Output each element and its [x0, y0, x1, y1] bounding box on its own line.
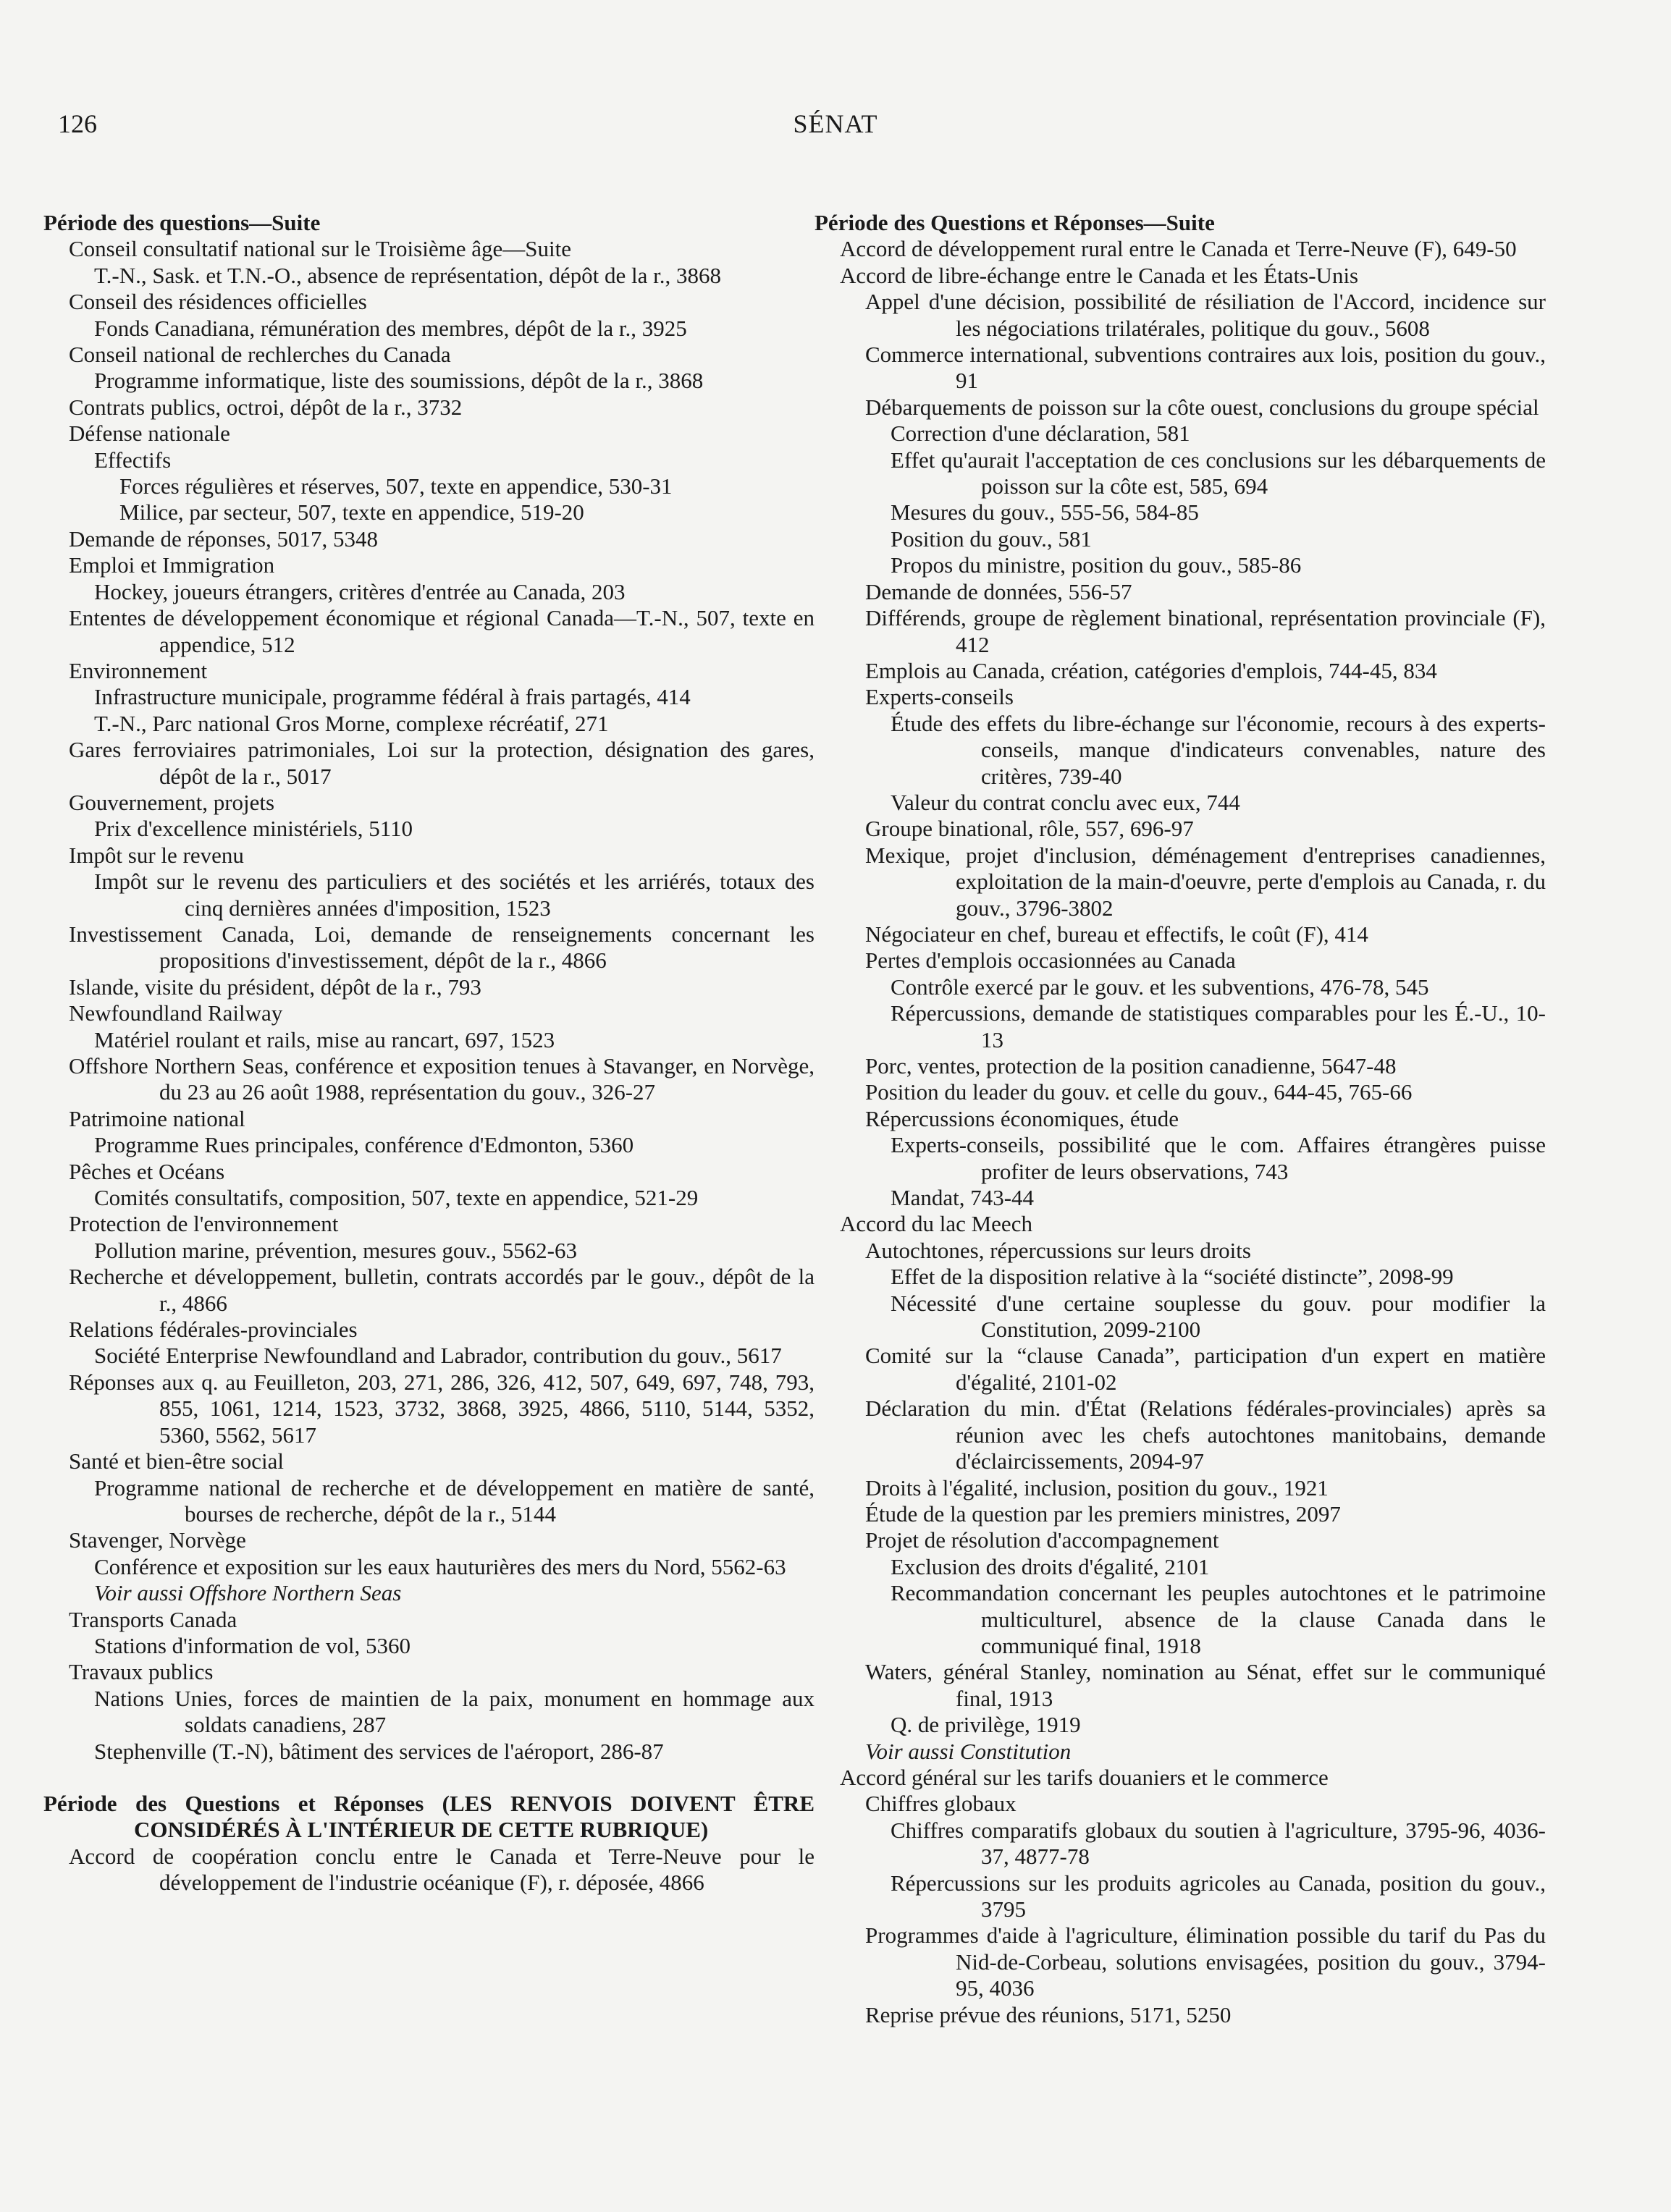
- index-entry: Répercussions économiques, étude: [865, 1105, 1179, 1131]
- index-entry: Réponses aux q. au Feuilleton, 203, 271, 286, 326, 412, 507, 649, 697, 748, 793, 855, 1061, 1214, 1523, 3732, 3868, 3925, 4866, 5110, 5144, 5352, 5360, 5562, 5617: [69, 1369, 815, 1448]
- index-entry: Patrimoine national: [69, 1105, 245, 1131]
- index-entry: Impôt sur le revenu des particuliers et des sociétés et les arriérés, totaux des cinq dernières années d'imposition, 1523: [94, 869, 815, 921]
- index-column-right: [815, 210, 1546, 2028]
- index-entry: Mandat, 743-44: [891, 1185, 1035, 1211]
- index-entry: Période des questions—Suite: [43, 210, 321, 235]
- index-entry: Reprise prévue des réunions, 5171, 5250: [865, 2001, 1232, 2027]
- index-entry: Propos du ministre, position du gouv., 585-86: [891, 552, 1302, 578]
- index-entry: Demande de réponses, 5017, 5348: [69, 525, 379, 552]
- index-entry: Transports Canada: [69, 1606, 237, 1632]
- index-entry: Étude des effets du libre-échange sur l'économie, recours à des experts-conseils, manque d'indicateurs convenables, nature des critères, 739-40: [891, 710, 1546, 789]
- index-entry: Impôt sur le revenu: [69, 842, 244, 868]
- index-entry: Santé et bien-être social: [69, 1448, 284, 1474]
- index-entry: Négociateur en chef, bureau et effectifs, le coût (F), 414: [865, 921, 1368, 947]
- index-entry: Accord général sur les tarifs douaniers et le commerce: [840, 1764, 1329, 1790]
- index-entry: Exclusion des droits d'égalité, 2101: [891, 1553, 1210, 1579]
- index-entry: Mexique, projet d'inclusion, déménagement d'entreprises canadiennes, exploitation de la main-d'oeuvre, perte d'emplois au Canada, r. du gouv., 3796-3802: [865, 842, 1546, 921]
- index-entry: Accord de libre-échange entre le Canada et les États-Unis: [840, 262, 1359, 288]
- index-entry: Hockey, joueurs étrangers, critères d'entrée au Canada, 203: [94, 578, 626, 604]
- index-entry: Porc, ventes, protection de la position canadienne, 5647-48: [865, 1053, 1397, 1078]
- index-entry: Programme informatique, liste des soumissions, dépôt de la r., 3868: [94, 368, 704, 394]
- index-entry: Chiffres globaux: [865, 1791, 1017, 1817]
- index-entry: Environnement: [69, 657, 208, 683]
- index-entry: Voir aussi Constitution: [865, 1738, 1072, 1764]
- index-entry: Débarquements de poisson sur la côte ouest, conclusions du groupe spécial: [865, 394, 1539, 420]
- index-entry: Islande, visite du président, dépôt de la r., 793: [69, 974, 481, 1000]
- index-entry: Newfoundland Railway: [69, 1000, 283, 1026]
- index-entry: Mesures du gouv., 555-56, 584-85: [891, 499, 1199, 525]
- index-entry: T.-N., Sask. et T.N.-O., absence de représentation, dépôt de la r., 3868: [94, 262, 722, 288]
- index-entry: Stations d'information de vol, 5360: [94, 1632, 411, 1658]
- running-head: SÉNAT: [793, 109, 878, 138]
- index-entry: Accord de coopération conclu entre le Canada et Terre-Neuve pour le développement de l'industrie océanique (F), r. déposée, 4866: [69, 1843, 815, 1896]
- index-entry: Ententes de développement économique et régional Canada—T.-N., 507, texte en appendice, 512: [69, 605, 815, 657]
- index-entry: Protection de l'environnement: [69, 1211, 339, 1237]
- index-entry: Valeur du contrat conclu avec eux, 744: [891, 789, 1240, 815]
- index-entry: Droits à l'égalité, inclusion, position du gouv., 1921: [865, 1474, 1329, 1500]
- index-entry: Programme Rues principales, conférence d'Edmonton, 5360: [94, 1132, 634, 1158]
- index-entry: Groupe binational, rôle, 557, 696-97: [865, 816, 1194, 842]
- index-entry: Comité sur la “clause Canada”, participation d'un expert en matière d'égalité, 2101-02: [865, 1343, 1546, 1395]
- index-entry: Waters, général Stanley, nomination au Sénat, effet sur le communiqué final, 1913: [865, 1659, 1546, 1711]
- index-entry: T.-N., Parc national Gros Morne, complexe récréatif, 271: [94, 710, 609, 736]
- index-entry: Experts-conseils, possibilité que le com. Affaires étrangères puisse profiter de leurs observations, 743: [891, 1132, 1546, 1184]
- page-number: 126: [58, 109, 97, 138]
- index-entry: Comités consultatifs, composition, 507, texte en appendice, 521-29: [94, 1185, 699, 1211]
- index-entry: Stephenville (T.-N), bâtiment des services de l'aéroport, 286-87: [94, 1738, 664, 1764]
- index-entry: Emploi et Immigration: [69, 552, 275, 578]
- index-entry: Correction d'une déclaration, 581: [891, 421, 1190, 447]
- index-entry: Répercussions sur les produits agricoles au Canada, position du gouv., 3795: [891, 1870, 1546, 1922]
- index-entry: Chiffres comparatifs globaux du soutien à l'agriculture, 3795-96, 4036-37, 4877-78: [891, 1817, 1546, 1870]
- index-entry: Conseil consultatif national sur le Troisième âge—Suite: [69, 236, 571, 262]
- index-entry: Programmes d'aide à l'agriculture, élimination possible du tarif du Pas du Nid-de-Corbeau, solutions envisagées, position du gouv., 3794-95, 4036: [865, 1922, 1546, 2001]
- index-entry: Effectifs: [94, 447, 172, 473]
- index-entry: Gares ferroviaires patrimoniales, Loi sur la protection, désignation des gares, dépôt de la r., 5017: [69, 737, 815, 789]
- index-entry: Commerce international, subventions contraires aux lois, position du gouv., 91: [865, 342, 1546, 394]
- index-entry: Travaux publics: [69, 1659, 214, 1685]
- index-entry: Infrastructure municipale, programme fédéral à frais partagés, 414: [94, 684, 691, 710]
- index-entry: Nations Unies, forces de maintien de la paix, monument en hommage aux soldats canadiens, 287: [94, 1685, 815, 1738]
- index-entry: Autochtones, répercussions sur leurs droits: [865, 1237, 1251, 1263]
- index-entry: Emplois au Canada, création, catégories d'emplois, 744-45, 834: [865, 657, 1437, 683]
- index-entry: Répercussions, demande de statistiques comparables pour les É.-U., 10-13: [891, 1000, 1546, 1052]
- index-entry: Milice, par secteur, 507, texte en appendice, 519-20: [119, 499, 584, 525]
- index-entry: Pollution marine, prévention, mesures gouv., 5562-63: [94, 1237, 577, 1263]
- index-entry: Pêches et Océans: [69, 1158, 225, 1184]
- index-entry: Experts-conseils: [865, 684, 1014, 710]
- index-entry: Fonds Canadiana, rémunération des membres, dépôt de la r., 3925: [94, 315, 687, 341]
- index-entry: Voir aussi Offshore Northern Seas: [94, 1580, 402, 1606]
- index-entry: Gouvernement, projets: [69, 789, 275, 815]
- index-entry: Prix d'excellence ministériels, 5110: [94, 816, 413, 842]
- index-entry: Conseil des résidences officielles: [69, 289, 367, 315]
- index-entry: Accord du lac Meech: [840, 1211, 1032, 1237]
- index-entry: Recherche et développement, bulletin, contrats accordés par le gouv., dépôt de la r., 4866: [69, 1264, 815, 1316]
- index-entry: Conseil national de rechlerches du Canada: [69, 342, 451, 368]
- index-entry: Étude de la question par les premiers ministres, 2097: [865, 1500, 1341, 1527]
- index-entry: Position du leader du gouv. et celle du gouv., 644-45, 765-66: [865, 1079, 1413, 1105]
- index-entry: Offshore Northern Seas, conférence et exposition tenues à Stavanger, en Norvège, du 23 au 26 août 1988, représentation du gouv., 326-27: [69, 1053, 815, 1105]
- index-entry: Contrats publics, octroi, dépôt de la r., 3732: [69, 394, 463, 420]
- index-entry: Stavenger, Norvège: [69, 1527, 246, 1553]
- index-entry: Matériel roulant et rails, mise au rancart, 697, 1523: [94, 1026, 555, 1052]
- index-entry: Nécessité d'une certaine souplesse du gouv. pour modifier la Constitution, 2099-2100: [891, 1290, 1546, 1343]
- index-entry: Q. de privilège, 1919: [891, 1712, 1081, 1738]
- index-entry: Investissement Canada, Loi, demande de renseignements concernant les propositions d'investissement, dépôt de la r., 4866: [69, 921, 815, 974]
- index-entry: Effet qu'aurait l'acceptation de ces conclusions sur les débarquements de poisson sur la côte est, 585, 694: [891, 447, 1546, 499]
- index-entry: Société Enterprise Newfoundland and Labrador, contribution du gouv., 5617: [94, 1343, 782, 1369]
- index-entry: Demande de données, 556-57: [865, 578, 1132, 604]
- index-entry: Programme national de recherche et de développement en matière de santé, bourses de recherche, dépôt de la r., 5144: [94, 1474, 815, 1527]
- index-entry: Appel d'une décision, possibilité de résiliation de l'Accord, incidence sur les négociations trilatérales, politique du gouv., 5608: [865, 289, 1546, 341]
- index-entry: Conférence et exposition sur les eaux hauturières des mers du Nord, 5562-63: [94, 1553, 786, 1579]
- index-entry: Contrôle exercé par le gouv. et les subventions, 476-78, 545: [891, 974, 1429, 1000]
- index-entry: Relations fédérales-provinciales: [69, 1317, 358, 1343]
- index-entry: Effet de la disposition relative à la “société distincte”, 2098-99: [891, 1264, 1454, 1290]
- index-entry: Différends, groupe de règlement binational, représentation provinciale (F), 412: [865, 605, 1546, 657]
- index-entry: Position du gouv., 581: [891, 525, 1092, 552]
- index-entry: Déclaration du min. d'État (Relations fédérales-provinciales) après sa réunion avec les chefs autochtones manitobains, demande d'éclaircissements, 2094-97: [865, 1396, 1546, 1474]
- index-column-left: [43, 210, 815, 1896]
- index-entry: Recommandation concernant les peuples autochtones et le patrimoine multiculturel, absence de la clause Canada dans le communiqué final, 1918: [891, 1580, 1546, 1658]
- index-entry: Période des Questions et Réponses—Suite: [815, 210, 1215, 235]
- index-entry: Période des Questions et Réponses (LES RENVOIS DOIVENT ÊTRE CONSIDÉRÉS À L'INTÉRIEUR DE CETTE RUBRIQUE): [43, 1790, 815, 1843]
- index-entry: Projet de résolution d'accompagnement: [865, 1527, 1219, 1553]
- index-entry: Forces régulières et réserves, 507, texte en appendice, 530-31: [119, 473, 673, 499]
- index-entry: Accord de développement rural entre le Canada et Terre-Neuve (F), 649-50: [840, 236, 1517, 262]
- index-entry: Défense nationale: [69, 421, 230, 447]
- index-entry: Pertes d'emplois occasionnées au Canada: [865, 947, 1236, 974]
